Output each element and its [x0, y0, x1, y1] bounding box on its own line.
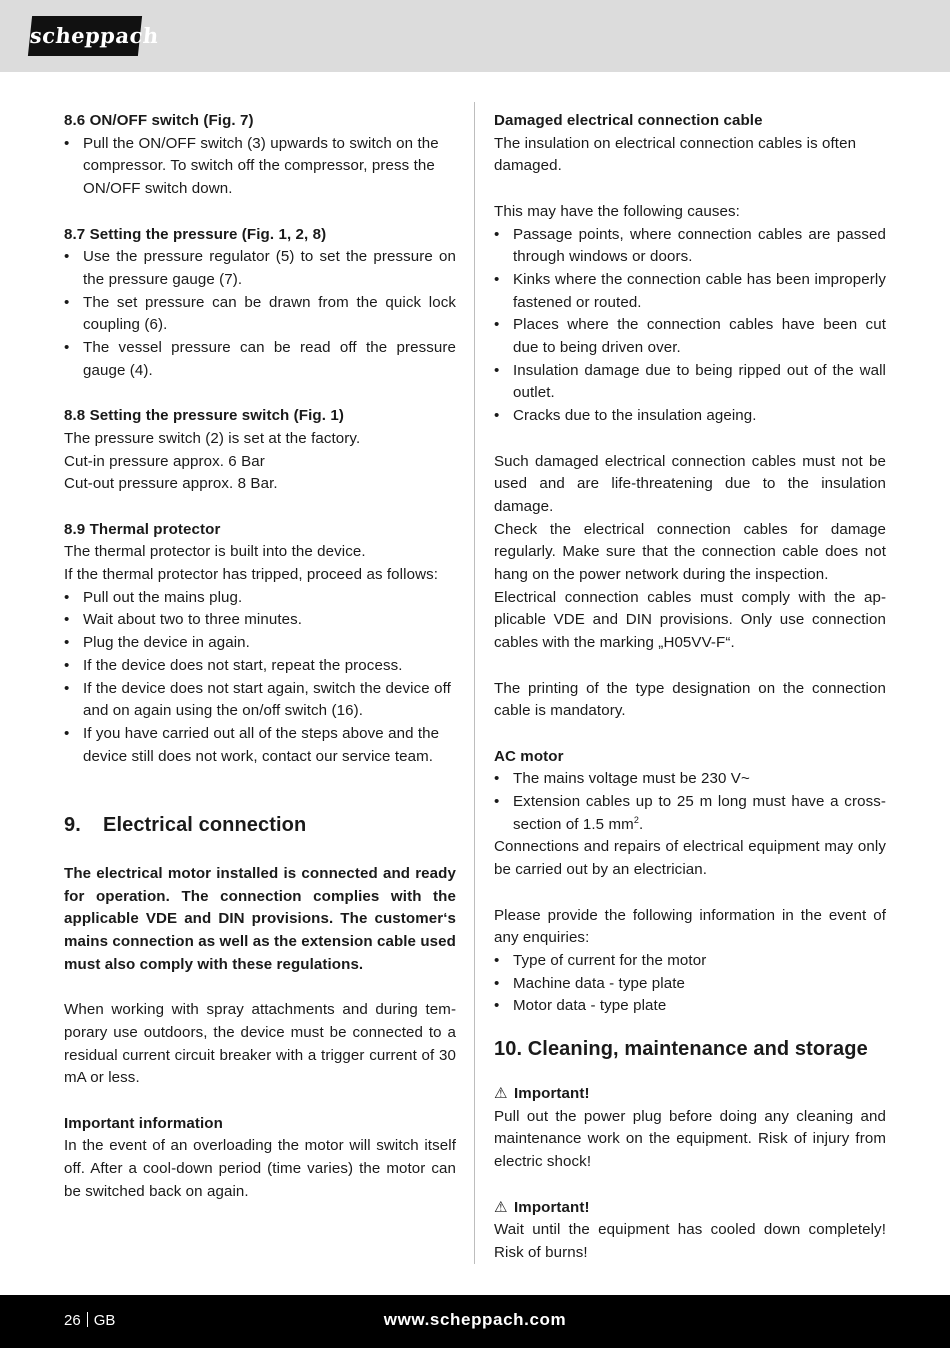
damaged-cable-heading: Damaged electrical connection cable	[494, 112, 763, 129]
left-column	[64, 110, 456, 1204]
list-item: • Places where the connection cables have been cut due to being driven over.	[494, 314, 886, 359]
list-item: • If the device does not start, repeat the process.	[64, 655, 456, 678]
section-8-9-heading: 8.9 Thermal protector	[64, 520, 221, 538]
list-item: • The set pressure can be drawn from the quick lock coupling (6).	[64, 292, 456, 337]
language-code: GB	[93, 1312, 116, 1329]
warning-text: Pull out the power plug before doing any cleaning and maintenance work on the equipment. Risk of injury from electric shock!	[494, 1107, 886, 1171]
important-info-heading: Important information	[64, 1114, 223, 1132]
superscript: 2	[633, 814, 639, 825]
page-footer	[0, 1295, 950, 1348]
paragraph-line: The thermal protector is built into the device.	[64, 543, 366, 561]
list-item: • Kinks where the connection cable has been improperly fastened or routed.	[494, 269, 886, 314]
warning-heading: Important!	[514, 1198, 590, 1216]
warning-triangle-icon: ⚠	[494, 1085, 508, 1103]
paragraph-line: Cut-out pressure approx. 8 Bar.	[64, 475, 278, 493]
right-column	[494, 110, 886, 1265]
causes-list	[494, 224, 886, 428]
list-item: • If the device does not start again, switch the device off and on again using the on/off switch (16).	[64, 678, 456, 723]
paragraph: The printing of the type designation on the connection cable is mandatory.	[494, 679, 886, 720]
list-item: • Wait about two to three minutes.	[64, 609, 456, 632]
paragraph-line: If the thermal protector has tripped, proceed as follows:	[64, 566, 439, 584]
list-item: • Pull the ON/OFF switch (3) upwards to switch on the compressor. To switch off the compressor, press the ON/OFF switch down.	[64, 133, 456, 201]
website-url: www.scheppach.com	[383, 1310, 567, 1329]
scheppach-logo: scheppach	[28, 16, 142, 56]
list-item: • Insulation damage due to being ripped out of the wall outlet.	[494, 360, 886, 405]
important-warning-2	[494, 1197, 886, 1220]
page-number-value: 26	[64, 1312, 81, 1329]
list-item: • Pull out the mains plug.	[64, 587, 456, 610]
section-title-text: Electrical connection	[103, 814, 307, 837]
paragraph-line: Cut-in pressure approx. 6 Bar	[64, 452, 265, 470]
page-header	[0, 0, 950, 72]
important-warning-1	[494, 1083, 886, 1106]
warning-triangle-icon: ⚠	[494, 1198, 508, 1216]
warning-heading: Important!	[514, 1085, 590, 1103]
list-item: • Plug the device in again.	[64, 632, 456, 655]
section-8-7-list	[64, 246, 456, 382]
paragraph: Check the electrical connection cables for damage regularly. Make sure that the connection cable does not hang on the power network during the inspection.	[494, 520, 886, 584]
section-8-8-heading: 8.8 Setting the pressure switch (Fig. 1)	[64, 407, 344, 425]
paragraph: Electrical connection cables must comply with the applicable VDE and DIN provisions. Only use connection cables with the marking „H05VV-F“.	[494, 588, 886, 652]
list-item: • Passage points, where connection cables are passed through windows or doors.	[494, 224, 886, 269]
list-item: • The vessel pressure can be read off the pressure gauge (4).	[64, 337, 456, 382]
warning-text: Wait until the equipment has cooled down completely! Risk of burns!	[494, 1221, 886, 1261]
important-info-text: In the event of an overloading the motor will switch itself off. After a cool-down period (time varies) the motor can be switched back on again.	[64, 1137, 456, 1200]
list-item: • Cracks due to the insulation ageing.	[494, 405, 886, 428]
list-item	[494, 791, 886, 836]
section-8-7-heading: 8.7 Setting the pressure (Fig. 1, 2, 8)	[64, 225, 327, 243]
enquiry-list	[494, 950, 886, 1018]
list-item: • If you have carried out all of the steps above and the device still does not work, contact our service team.	[64, 723, 456, 768]
paragraph: This may have the following causes:	[494, 202, 740, 220]
section-8-9-list	[64, 587, 456, 769]
paragraph: Please provide the following information in the event of any enquiries:	[494, 906, 886, 947]
list-item: • Machine data - type plate	[494, 973, 886, 996]
list-item: • Use the pressure regulator (5) to set the pressure on the pressure gauge (7).	[64, 246, 456, 291]
section-10-title: 10. Cleaning, maintenance and storage	[494, 1038, 868, 1061]
paragraph: Connections and repairs of electrical equipment may only be carried out by an electrician.	[494, 838, 886, 879]
bullet-text-end: .	[638, 815, 644, 833]
section-9-title	[64, 811, 456, 839]
ac-motor-list	[494, 768, 886, 836]
list-item: • Motor data - type plate	[494, 995, 886, 1018]
paragraph-line: The pressure switch (2) is set at the factory.	[64, 429, 361, 447]
column-divider	[474, 102, 475, 1264]
ac-motor-heading: AC motor	[494, 747, 564, 765]
section-number: 9.	[64, 814, 81, 837]
section-8-6-heading: 8.6 ON/OFF switch (Fig. 7)	[64, 112, 254, 129]
section-8-6-list	[64, 133, 456, 201]
paragraph: Such damaged electrical connection cables must not be used and are life-threatening due to the insulation damage.	[494, 452, 886, 515]
bullet-text: Extension cables up to 25 m long must have a cross-section of 1.5 mm	[513, 793, 886, 833]
list-item: • Type of current for the motor	[494, 950, 886, 973]
section-9-intro: The electrical motor installed is connected and ready for operation. The connection complies with the applicable VDE and DIN provisions. The customer‘s mains connection as well as the extension cable used must also comply with these regulations.	[64, 865, 456, 973]
spray-paragraph: When working with spray attachments and during temporary use outdoors, the device must be connected to a residual current circuit breaker with a trigger current of 30 mA or less.	[64, 1001, 456, 1087]
list-item: • The mains voltage must be 230 V~	[494, 768, 886, 791]
paragraph: The insulation on electrical connection cables is often damaged.	[494, 134, 857, 175]
